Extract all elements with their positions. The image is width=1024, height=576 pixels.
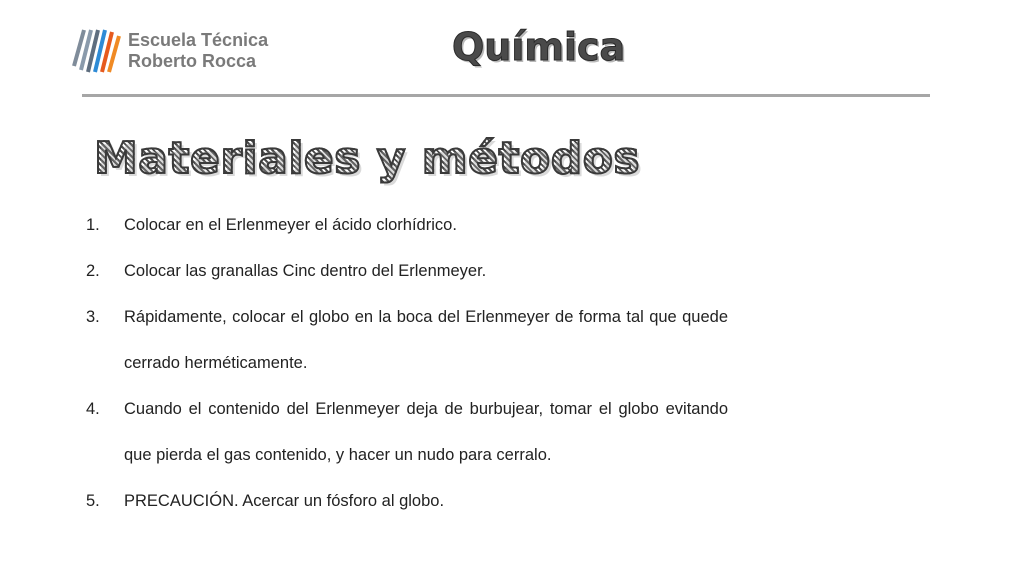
list-item-text: PRECAUCIÓN. Acercar un fósforo al globo.: [124, 492, 445, 510]
list-item-number: 1.: [86, 216, 100, 234]
header-divider: [82, 94, 930, 97]
list-item-number: 5.: [86, 492, 100, 510]
list-item-text: Colocar en el Erlenmeyer el ácido clorhídrico.: [124, 216, 457, 234]
list-item: [86, 478, 728, 524]
list-item-text: Rápidamente, colocar el globo en la boca del Erlenmeyer de forma tal que quede cerrado herméticamente.: [124, 308, 728, 372]
list-item-number: 2.: [86, 262, 100, 280]
subject-title: Química: [452, 25, 626, 69]
list-item: [86, 202, 728, 248]
list-item: [86, 386, 728, 478]
steps-list: [86, 202, 728, 524]
list-item: [86, 248, 728, 294]
list-item-text: Colocar las granallas Cinc dentro del Erlenmeyer.: [124, 262, 487, 280]
list-item-number: 3.: [86, 308, 100, 326]
logo-line-1: Escuela Técnica: [128, 30, 269, 50]
slide-title: Materiales y métodos: [94, 130, 640, 188]
school-logo: [72, 26, 272, 76]
list-item-text: Cuando el contenido del Erlenmeyer deja de burbujear, tomar el globo evitando que pierda el gas contenido, y hacer un nudo para cerralo.: [124, 400, 728, 464]
logo-text: [128, 30, 268, 72]
logo-line-2: Roberto Rocca: [128, 51, 257, 71]
list-item-number: 4.: [86, 400, 100, 418]
school-logo-icon: [72, 26, 124, 76]
list-item: [86, 294, 728, 386]
